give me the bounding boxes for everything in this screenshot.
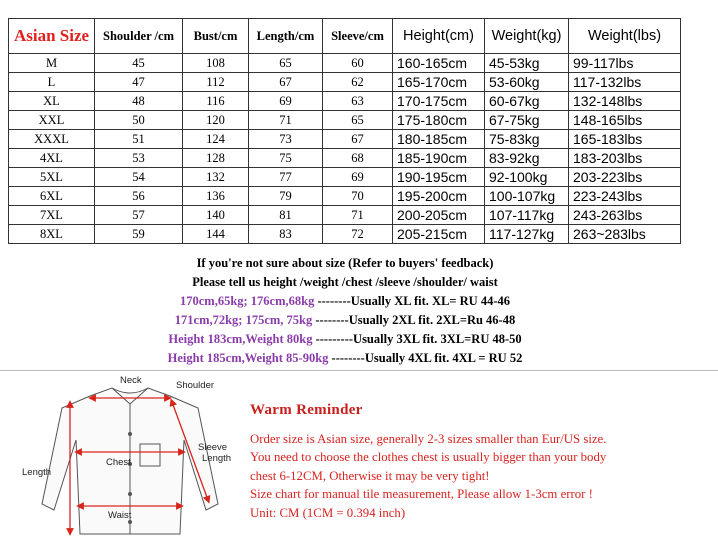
table-cell: 81 [249,206,323,225]
size-chart-table [8,18,681,244]
table-cell: 50 [95,111,183,130]
table-cell: 51 [95,130,183,149]
table-cell: 45 [95,54,183,73]
table-cell: 165-183lbs [569,130,681,149]
table-cell: 75-83kg [485,130,569,149]
reminder-line: Order size is Asian size, generally 2-3 sizes smaller than Eur/US size. [250,432,607,446]
table-cell: 60-67kg [485,92,569,111]
table-cell: M [9,54,95,73]
table-cell: 117-132lbs [569,73,681,92]
table-row [9,54,681,73]
table-cell: 79 [249,187,323,206]
table-cell: 57 [95,206,183,225]
table-cell: 183-203lbs [569,149,681,168]
table-cell: 71 [249,111,323,130]
table-cell: 47 [95,73,183,92]
table-cell: L [9,73,95,92]
table-row [9,206,681,225]
header-sleeve: Sleeve/cm [323,19,393,54]
shirt-measurement-diagram [20,374,240,544]
table-cell: 120 [183,111,249,130]
table-cell: 148-165lbs [569,111,681,130]
table-cell: 65 [323,111,393,130]
table-cell: 185-190cm [393,149,485,168]
reminder-line: You need to choose the clothes chest is usually bigger than your body [250,450,607,465]
note-5-fit: ---------Usually 3XL fit. 3XL=RU 48-50 [312,332,522,346]
header-weight-kg: Weight(kg) [485,19,569,54]
reminder-title: Warm Reminder [250,402,363,418]
label-sleeve-1: Sleeve [198,442,228,453]
note-line-1: If you're not sure about size (Refer to buyers' feedback) [196,256,494,270]
table-cell: 170-175cm [393,92,485,111]
table-cell: 71 [323,206,393,225]
table-cell: 116 [183,92,249,111]
label-chest: Chest [106,457,131,468]
note-line-5 [0,330,690,349]
table-cell: 203-223lbs [569,168,681,187]
table-cell: 68 [323,149,393,168]
note-3-fit: --------Usually XL fit. XL= RU 44-46 [314,294,511,308]
table-cell: 73 [249,130,323,149]
table-cell: 128 [183,149,249,168]
table-cell: 140 [183,206,249,225]
table-cell: 175-180cm [393,111,485,130]
table-cell: 165-170cm [393,73,485,92]
header-height: Height(cm) [393,19,485,54]
table-cell: 5XL [9,168,95,187]
table-cell: 160-165cm [393,54,485,73]
table-cell: 83 [249,225,323,244]
header-asian-size: Asian Size [9,19,95,54]
table-cell: XL [9,92,95,111]
table-row [9,130,681,149]
table-cell: 53-60kg [485,73,569,92]
table-cell: 132-148lbs [569,92,681,111]
table-cell: 263~283lbs [569,225,681,244]
header-shoulder: Shoulder /cm [95,19,183,54]
label-shoulder: Shoulder [176,380,215,391]
table-cell: 100-107kg [485,187,569,206]
table-cell: 67 [323,130,393,149]
table-cell: 53 [95,149,183,168]
table-cell: 200-205cm [393,206,485,225]
table-cell: 67-75kg [485,111,569,130]
table-cell: 45-53kg [485,54,569,73]
table-cell: 75 [249,149,323,168]
table-cell: 83-92kg [485,149,569,168]
table-row [9,168,681,187]
table-cell: XXL [9,111,95,130]
label-waist: Waist [108,510,132,521]
table-cell: 144 [183,225,249,244]
note-4-fit: --------Usually 2XL fit. 2XL=Ru 46-48 [312,313,516,327]
table-cell: XXXL [9,130,95,149]
table-row [9,92,681,111]
table-cell: 243-263lbs [569,206,681,225]
note-5-measure: Height 183cm,Weight 80kg [168,332,313,346]
table-cell: 72 [323,225,393,244]
table-cell: 56 [95,187,183,206]
table-cell: 7XL [9,206,95,225]
table-cell: 99-117lbs [569,54,681,73]
table-cell: 60 [323,54,393,73]
table-cell: 107-117kg [485,206,569,225]
label-length: Length [22,467,52,478]
table-cell: 124 [183,130,249,149]
header-bust: Bust/cm [183,19,249,54]
note-6-fit: --------Usually 4XL fit. 4XL = RU 52 [328,351,523,365]
section-divider [0,370,718,371]
table-row [9,111,681,130]
table-cell: 77 [249,168,323,187]
table-cell: 62 [323,73,393,92]
table-cell: 69 [249,92,323,111]
table-cell: 67 [249,73,323,92]
reminder-text [250,430,606,522]
reminder-line: Unit: CM (1CM = 0.394 inch) [250,505,406,520]
note-4-measure: 171cm,72kg; 175cm, 75kg [174,313,313,327]
note-line-2: Please tell us height /weight /chest /sleeve /shoulder/ waist [192,275,498,289]
table-cell: 65 [249,54,323,73]
table-cell: 6XL [9,187,95,206]
table-row [9,73,681,92]
table-cell: 59 [95,225,183,244]
table-cell: 223-243lbs [569,187,681,206]
header-weight-lbs: Weight(lbs) [569,19,681,54]
table-cell: 112 [183,73,249,92]
note-line-6 [0,349,690,368]
table-row [9,187,681,206]
label-neck: Neck [120,375,142,386]
table-cell: 205-215cm [393,225,485,244]
header-row [9,19,681,54]
table-cell: 190-195cm [393,168,485,187]
table-cell: 136 [183,187,249,206]
table-cell: 69 [323,168,393,187]
table-cell: 108 [183,54,249,73]
note-3-measure: 170cm,65kg; 176cm,68kg [179,294,315,308]
table-cell: 4XL [9,149,95,168]
table-cell: 63 [323,92,393,111]
table-cell: 180-185cm [393,130,485,149]
note-line-4 [0,311,690,330]
table-cell: 132 [183,168,249,187]
table-cell: 117-127kg [485,225,569,244]
note-line-3 [0,292,690,311]
table-cell: 8XL [9,225,95,244]
table-cell: 48 [95,92,183,111]
reminder-line: chest 6-12CM, Otherwise it may be very tight! [250,468,490,483]
header-length: Length/cm [249,19,323,54]
table-cell: 54 [95,168,183,187]
table-cell: 70 [323,187,393,206]
table-cell: 92-100kg [485,168,569,187]
table-row [9,149,681,168]
label-sleeve-2: Length [202,453,232,464]
note-6-measure: Height 185cm,Weight 85-90kg [167,351,329,365]
table-cell: 195-200cm [393,187,485,206]
reminder-line: Size chart for manual tile measurement, Please allow 1-3cm error ! [250,487,593,502]
table-row [9,225,681,244]
